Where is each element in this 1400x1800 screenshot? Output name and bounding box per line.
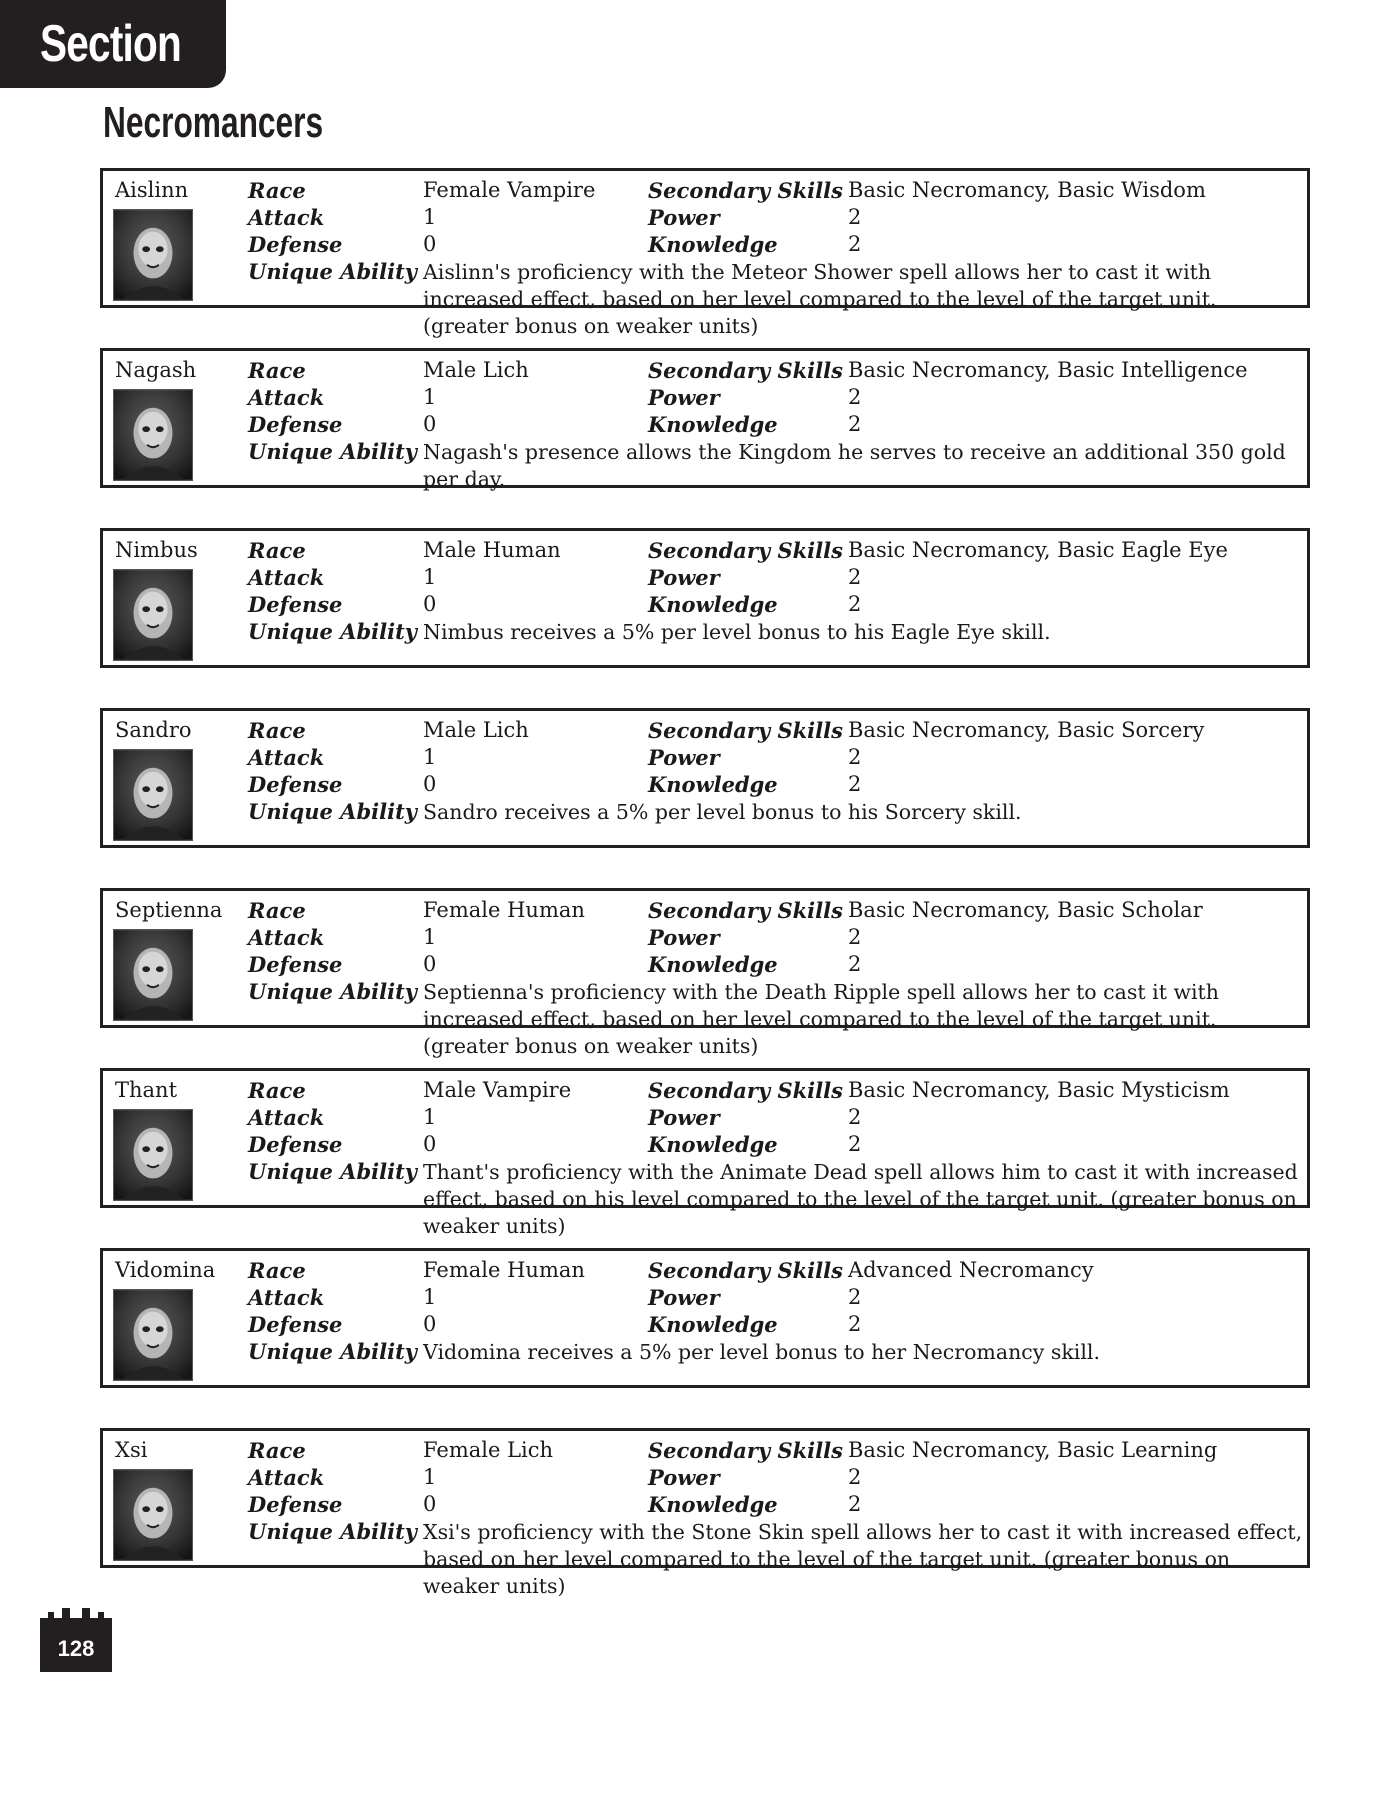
hero-portrait [113, 1469, 193, 1561]
knowledge-label: Knowledge [648, 592, 778, 617]
hero-name: Aislinn [115, 178, 189, 202]
unique-ability-text: Xsi's proficiency with the Stone Skin spell allows her to cast it with increased effect, based on her level compared to the level of the target unit. (greater bonus on weaker units) [423, 1520, 1303, 1598]
race-value: Female Human [423, 898, 585, 922]
attack-label: Attack [248, 1465, 325, 1490]
unique-ability-label: Unique Ability [248, 439, 417, 464]
knowledge-label: Knowledge [648, 952, 778, 977]
knowledge-value: 2 [848, 232, 862, 256]
hero-name: Thant [115, 1078, 178, 1102]
unique-ability-text: Thant's proficiency with the Animate Dead spell allows him to cast it with increased effect, based on his level compared to the level of the target unit. (greater bonus on weaker units) [423, 1160, 1298, 1238]
race-label: Race [248, 358, 306, 383]
unique-ability-text: Aislinn's proficiency with the Meteor Shower spell allows her to cast it with increased effect, based on her level compared to the level of the target unit. (greater bonus on weaker units) [423, 260, 1217, 338]
power-label: Power [648, 925, 720, 950]
secondary-skills-value: Basic Necromancy, Basic Scholar [848, 898, 1203, 922]
secondary-skills-label: Secondary Skills [648, 538, 843, 563]
hero-card [100, 1068, 1310, 1238]
secondary-skills-value: Basic Necromancy, Basic Mysticism [848, 1078, 1230, 1102]
race-value: Female Lich [423, 1438, 554, 1462]
knowledge-label: Knowledge [648, 232, 778, 257]
hero-card [100, 708, 1310, 848]
defense-value: 0 [423, 772, 437, 796]
secondary-skills-value: Basic Necromancy, Basic Sorcery [848, 718, 1205, 742]
secondary-skills-label: Secondary Skills [648, 1438, 843, 1463]
portrait-image [114, 1290, 192, 1380]
power-label: Power [648, 385, 720, 410]
power-value: 2 [848, 1285, 862, 1309]
hero-list [100, 168, 1310, 1608]
hero-name: Nimbus [115, 538, 198, 562]
unique-ability-label: Unique Ability [248, 979, 417, 1004]
attack-label: Attack [248, 745, 325, 770]
hero-name: Xsi [115, 1438, 148, 1462]
unique-ability-text: Nagash's presence allows the Kingdom he serves to receive an additional 350 gold per day. [423, 440, 1286, 491]
hero-portrait [113, 1109, 193, 1201]
secondary-skills-value: Basic Necromancy, Basic Learning [848, 1438, 1218, 1462]
secondary-skills-label: Secondary Skills [648, 1078, 843, 1103]
unique-ability-text: Septienna's proficiency with the Death Ripple spell allows her to cast it with increased effect, based on her level compared to the level of the target unit. (greater bonus on weaker units) [423, 980, 1219, 1058]
power-value: 2 [848, 745, 862, 769]
power-label: Power [648, 745, 720, 770]
attack-value: 1 [423, 1285, 437, 1309]
race-value: Male Lich [423, 358, 529, 382]
secondary-skills-value: Basic Necromancy, Basic Wisdom [848, 178, 1206, 202]
hero-portrait [113, 569, 193, 661]
power-value: 2 [848, 205, 862, 229]
race-label: Race [248, 898, 306, 923]
page-title-text: Necromancers [103, 98, 324, 147]
portrait-image [114, 210, 192, 300]
attack-value: 1 [423, 745, 437, 769]
attack-label: Attack [248, 925, 325, 950]
race-value: Male Vampire [423, 1078, 572, 1102]
power-value: 2 [848, 1465, 862, 1489]
portrait-image [114, 570, 192, 660]
secondary-skills-label: Secondary Skills [648, 358, 843, 383]
race-label: Race [248, 538, 306, 563]
portrait-image [114, 1110, 192, 1200]
power-value: 2 [848, 385, 862, 409]
unique-ability-label: Unique Ability [248, 619, 417, 644]
attack-label: Attack [248, 205, 325, 230]
attack-value: 1 [423, 565, 437, 589]
attack-label: Attack [248, 565, 325, 590]
page-title [103, 98, 409, 148]
knowledge-value: 2 [848, 1312, 862, 1336]
unique-ability-text: Sandro receives a 5% per level bonus to his Sorcery skill. [423, 800, 1022, 824]
unique-ability-label: Unique Ability [248, 1339, 417, 1364]
knowledge-label: Knowledge [648, 1492, 778, 1517]
knowledge-value: 2 [848, 412, 862, 436]
portrait-image [114, 750, 192, 840]
hero-portrait [113, 209, 193, 301]
hero-portrait [113, 389, 193, 481]
race-label: Race [248, 718, 306, 743]
race-label: Race [248, 1258, 306, 1283]
defense-value: 0 [423, 952, 437, 976]
attack-value: 1 [423, 385, 437, 409]
defense-value: 0 [423, 412, 437, 436]
unique-ability-text: Vidomina receives a 5% per level bonus to her Necromancy skill. [423, 1340, 1100, 1364]
race-value: Male Human [423, 538, 561, 562]
hero-card [100, 888, 1310, 1058]
hero-card [100, 1428, 1310, 1598]
power-label: Power [648, 565, 720, 590]
attack-value: 1 [423, 1465, 437, 1489]
knowledge-value: 2 [848, 772, 862, 796]
knowledge-label: Knowledge [648, 1132, 778, 1157]
hero-card [100, 348, 1310, 491]
unique-ability-label: Unique Ability [248, 259, 417, 284]
power-label: Power [648, 205, 720, 230]
power-label: Power [648, 1105, 720, 1130]
defense-label: Defense [248, 772, 343, 797]
power-value: 2 [848, 565, 862, 589]
defense-label: Defense [248, 232, 343, 257]
race-value: Female Vampire [423, 178, 596, 202]
hero-card [100, 1248, 1310, 1388]
race-value: Female Human [423, 1258, 585, 1282]
race-label: Race [248, 178, 306, 203]
knowledge-label: Knowledge [648, 1312, 778, 1337]
portrait-image [114, 930, 192, 1020]
power-label: Power [648, 1285, 720, 1310]
secondary-skills-value: Advanced Necromancy [848, 1258, 1094, 1282]
attack-label: Attack [248, 385, 325, 410]
attack-label: Attack [248, 1285, 325, 1310]
secondary-skills-label: Secondary Skills [648, 1258, 843, 1283]
attack-value: 1 [423, 1105, 437, 1129]
defense-label: Defense [248, 952, 343, 977]
knowledge-value: 2 [848, 592, 862, 616]
defense-value: 0 [423, 232, 437, 256]
hero-name: Nagash [115, 358, 197, 382]
hero-card [100, 528, 1310, 668]
attack-label: Attack [248, 1105, 325, 1130]
knowledge-value: 2 [848, 1132, 862, 1156]
knowledge-label: Knowledge [648, 772, 778, 797]
defense-label: Defense [248, 1132, 343, 1157]
hero-name: Septienna [115, 898, 223, 922]
defense-value: 0 [423, 592, 437, 616]
attack-value: 1 [423, 925, 437, 949]
defense-label: Defense [248, 1312, 343, 1337]
hero-portrait [113, 1289, 193, 1381]
knowledge-value: 2 [848, 1492, 862, 1516]
defense-value: 0 [423, 1492, 437, 1516]
defense-label: Defense [248, 1492, 343, 1517]
section-label: Section III [40, 15, 182, 161]
defense-label: Defense [248, 592, 343, 617]
hero-portrait [113, 749, 193, 841]
secondary-skills-value: Basic Necromancy, Basic Eagle Eye [848, 538, 1228, 562]
defense-value: 0 [423, 1312, 437, 1336]
unique-ability-text: Nimbus receives a 5% per level bonus to his Eagle Eye skill. [423, 620, 1051, 644]
race-label: Race [248, 1078, 306, 1103]
hero-card [100, 168, 1310, 338]
power-value: 2 [848, 925, 862, 949]
power-label: Power [648, 1465, 720, 1490]
portrait-image [114, 1470, 192, 1560]
secondary-skills-label: Secondary Skills [648, 178, 843, 203]
hero-name: Vidomina [115, 1258, 216, 1282]
secondary-skills-label: Secondary Skills [648, 718, 843, 743]
unique-ability-label: Unique Ability [248, 1519, 417, 1544]
secondary-skills-value: Basic Necromancy, Basic Intelligence [848, 358, 1248, 382]
portrait-image [114, 390, 192, 480]
knowledge-label: Knowledge [648, 412, 778, 437]
defense-value: 0 [423, 1132, 437, 1156]
unique-ability-label: Unique Ability [248, 1159, 417, 1184]
secondary-skills-label: Secondary Skills [648, 898, 843, 923]
power-value: 2 [848, 1105, 862, 1129]
hero-portrait [113, 929, 193, 1021]
unique-ability-label: Unique Ability [248, 799, 417, 824]
knowledge-value: 2 [848, 952, 862, 976]
attack-value: 1 [423, 205, 437, 229]
race-label: Race [248, 1438, 306, 1463]
page-number: 128 [57, 1636, 95, 1661]
defense-label: Defense [248, 412, 343, 437]
race-value: Male Lich [423, 718, 529, 742]
hero-name: Sandro [115, 718, 192, 742]
